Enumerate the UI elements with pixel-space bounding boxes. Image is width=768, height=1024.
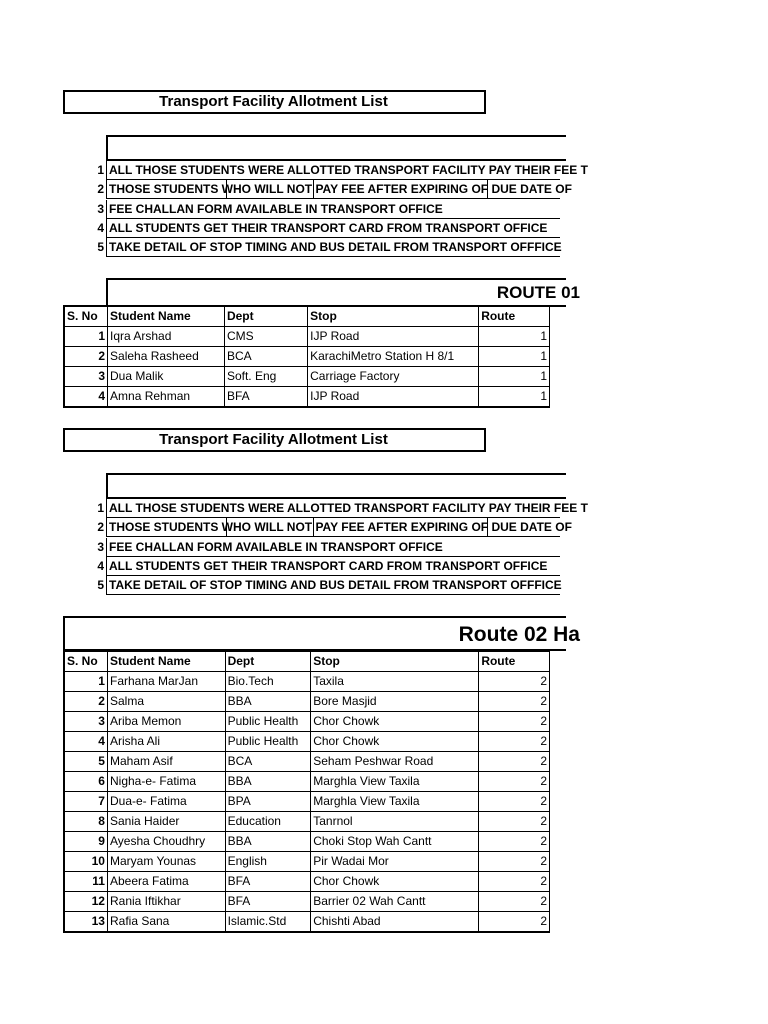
cell-dept: BCA xyxy=(224,347,307,367)
cell-student-name: Ayesha Choudhry xyxy=(107,832,225,852)
cell-stop: Chishti Abad xyxy=(311,912,479,933)
cell-stop: Tanrnol xyxy=(311,812,479,832)
cell-stop: Choki Stop Wah Cantt xyxy=(311,832,479,852)
table-row xyxy=(64,792,550,812)
cell-sno: 8 xyxy=(64,812,107,832)
note-number: 1 xyxy=(97,163,104,177)
note-number: 5 xyxy=(97,578,104,592)
cell-sno: 10 xyxy=(64,852,107,872)
cell-student-name: Arisha Ali xyxy=(107,732,225,752)
note-row xyxy=(0,180,572,199)
cell-sno: 13 xyxy=(64,912,107,933)
section2-title-text: Transport Facility Allotment List xyxy=(159,431,388,448)
cell-dept: English xyxy=(225,852,311,872)
cell-sno: 4 xyxy=(64,732,107,752)
cell-dept: BBA xyxy=(225,692,311,712)
cell-student-name: Dua-e- Fatima xyxy=(107,792,225,812)
table-row xyxy=(64,852,550,872)
cell-sno: 2 xyxy=(64,692,107,712)
note-number: 5 xyxy=(97,240,104,254)
table-header-row xyxy=(64,651,550,672)
cell-route: 2 xyxy=(479,832,550,852)
section1-route-title xyxy=(106,278,580,307)
note-row xyxy=(0,219,560,238)
cell-student-name: Salma xyxy=(107,692,225,712)
cell-dept: BPA xyxy=(225,792,311,812)
cell-route: 2 xyxy=(479,732,550,752)
header-stop: Stop xyxy=(311,651,479,672)
header-route: Route xyxy=(479,306,550,327)
cell-stop: Chor Chowk xyxy=(311,712,479,732)
note-number: 2 xyxy=(97,520,104,534)
cell-stop: Seham Peshwar Road xyxy=(311,752,479,772)
note-row xyxy=(0,538,560,557)
cell-dept: Public Health xyxy=(225,732,311,752)
note-number: 3 xyxy=(97,202,104,216)
note-number: 3 xyxy=(97,540,104,554)
table-row xyxy=(64,672,550,692)
cell-sno: 9 xyxy=(64,832,107,852)
cell-student-name: Dua Malik xyxy=(108,367,225,387)
cell-sno: 11 xyxy=(64,872,107,892)
section2-student-table xyxy=(63,650,550,933)
cell-dept: BBA xyxy=(225,832,311,852)
cell-route: 2 xyxy=(479,712,550,732)
cell-divider xyxy=(226,180,227,199)
cell-dept: BCA xyxy=(225,752,311,772)
cell-route: 1 xyxy=(479,387,550,408)
cell-student-name: Amna Rehman xyxy=(108,387,225,408)
cell-dept: BBA xyxy=(225,772,311,792)
table-row xyxy=(64,712,550,732)
cell-sno: 3 xyxy=(64,367,108,387)
route-title-text: Route 02 Ha xyxy=(458,623,580,646)
note-text: ALL THOSE STUDENTS WERE ALLOTTED TRANSPORT FACILITY PAY THEIR FEE T xyxy=(106,499,560,518)
cell-stop: Pir Wadai Mor xyxy=(311,852,479,872)
table-row xyxy=(64,327,550,347)
table-row xyxy=(64,692,550,712)
cell-route: 2 xyxy=(479,672,550,692)
cell-route: 2 xyxy=(479,912,550,933)
cell-sno: 1 xyxy=(64,327,108,347)
cell-student-name: Maham Asif xyxy=(107,752,225,772)
cell-stop: Barrier 02 Wah Cantt xyxy=(311,892,479,912)
cell-dept: BFA xyxy=(224,387,307,408)
table-row xyxy=(64,772,550,792)
note-text: THOSE STUDENTS WHO WILL NOT PAY FEE AFTER EXPIRING OF DUE DATE OF xyxy=(106,180,560,199)
section1-student-table xyxy=(63,305,550,408)
header-sno: S. No xyxy=(64,651,107,672)
note-text: TAKE DETAIL OF STOP TIMING AND BUS DETAIL FROM TRANSPORT OFFFICE xyxy=(106,576,560,595)
cell-sno: 2 xyxy=(64,347,108,367)
cell-route: 2 xyxy=(479,892,550,912)
section1-notes-header xyxy=(106,135,566,161)
cell-route: 1 xyxy=(479,367,550,387)
cell-sno: 4 xyxy=(64,387,108,408)
cell-route: 2 xyxy=(479,752,550,772)
cell-sno: 7 xyxy=(64,792,107,812)
cell-stop: IJP Road xyxy=(308,327,479,347)
cell-route: 2 xyxy=(479,852,550,872)
header-student-name: Student Name xyxy=(108,306,225,327)
table-header-row xyxy=(64,306,550,327)
header-dept: Dept xyxy=(224,306,307,327)
route-title-text: ROUTE 01 xyxy=(496,283,580,302)
table-row xyxy=(64,912,550,933)
note-text: THOSE STUDENTS WHO WILL NOT PAY FEE AFTER EXPIRING OF DUE DATE OF xyxy=(106,518,560,537)
cell-stop: Marghla View Taxila xyxy=(311,792,479,812)
cell-sno: 1 xyxy=(64,672,107,692)
cell-divider xyxy=(487,180,488,199)
note-row xyxy=(0,576,560,595)
cell-route: 1 xyxy=(479,327,550,347)
note-text: ALL THOSE STUDENTS WERE ALLOTTED TRANSPORT FACILITY PAY THEIR FEE T xyxy=(106,161,560,180)
note-number: 1 xyxy=(97,501,104,515)
cell-student-name: Sania Haider xyxy=(107,812,225,832)
note-row xyxy=(0,200,560,219)
cell-stop: KarachiMetro Station H 8/1 xyxy=(308,347,479,367)
section1-title xyxy=(63,90,486,114)
section1-title-text: Transport Facility Allotment List xyxy=(159,93,388,110)
table-row xyxy=(64,892,550,912)
table-row xyxy=(64,732,550,752)
cell-route: 2 xyxy=(479,792,550,812)
cell-dept: BFA xyxy=(225,892,311,912)
cell-sno: 12 xyxy=(64,892,107,912)
cell-student-name: Nigha-e- Fatima xyxy=(107,772,225,792)
header-route: Route xyxy=(479,651,550,672)
cell-dept: Soft. Eng xyxy=(224,367,307,387)
cell-stop: Taxila xyxy=(311,672,479,692)
cell-route: 1 xyxy=(479,347,550,367)
note-row xyxy=(0,557,560,576)
note-number: 2 xyxy=(97,182,104,196)
cell-student-name: Farhana MarJan xyxy=(107,672,225,692)
cell-divider xyxy=(313,180,314,199)
cell-route: 2 xyxy=(479,772,550,792)
table-row xyxy=(64,347,550,367)
cell-divider xyxy=(313,518,314,537)
table-row xyxy=(64,387,550,408)
note-text: FEE CHALLAN FORM AVAILABLE IN TRANSPORT OFFICE xyxy=(106,200,560,219)
cell-sno: 3 xyxy=(64,712,107,732)
note-text: ALL STUDENTS GET THEIR TRANSPORT CARD FROM TRANSPORT OFFICE xyxy=(106,219,560,238)
cell-student-name: Abeera Fatima xyxy=(107,872,225,892)
cell-student-name: Rafia Sana xyxy=(107,912,225,933)
header-dept: Dept xyxy=(225,651,311,672)
header-student-name: Student Name xyxy=(107,651,225,672)
cell-sno: 5 xyxy=(64,752,107,772)
cell-divider xyxy=(226,518,227,537)
table-row xyxy=(64,367,550,387)
note-text: TAKE DETAIL OF STOP TIMING AND BUS DETAIL FROM TRANSPORT OFFFICE xyxy=(106,238,560,257)
cell-dept: Bio.Tech xyxy=(225,672,311,692)
header-sno: S. No xyxy=(64,306,108,327)
note-row xyxy=(0,518,572,537)
cell-sno: 6 xyxy=(64,772,107,792)
table-row xyxy=(64,752,550,772)
note-text: FEE CHALLAN FORM AVAILABLE IN TRANSPORT OFFICE xyxy=(106,538,560,557)
cell-stop: Marghla View Taxila xyxy=(311,772,479,792)
cell-divider xyxy=(487,518,488,537)
cell-student-name: Rania Iftikhar xyxy=(107,892,225,912)
cell-stop: Carriage Factory xyxy=(308,367,479,387)
cell-dept: Public Health xyxy=(225,712,311,732)
note-number: 4 xyxy=(97,559,104,573)
note-row xyxy=(0,161,588,180)
table-row xyxy=(64,812,550,832)
note-row xyxy=(0,499,588,518)
cell-route: 2 xyxy=(479,812,550,832)
cell-student-name: Iqra Arshad xyxy=(108,327,225,347)
cell-route: 2 xyxy=(479,692,550,712)
cell-dept: Islamic.Std xyxy=(225,912,311,933)
note-row xyxy=(0,238,560,257)
cell-stop: Bore Masjid xyxy=(311,692,479,712)
note-text: ALL STUDENTS GET THEIR TRANSPORT CARD FROM TRANSPORT OFFICE xyxy=(106,557,560,576)
cell-dept: Education xyxy=(225,812,311,832)
cell-stop: IJP Road xyxy=(308,387,479,408)
section2-route-title xyxy=(63,616,580,651)
cell-student-name: Saleha Rasheed xyxy=(108,347,225,367)
cell-student-name: Ariba Memon xyxy=(107,712,225,732)
cell-student-name: Maryam Younas xyxy=(107,852,225,872)
section2-title xyxy=(63,428,486,452)
header-stop: Stop xyxy=(308,306,479,327)
table-row xyxy=(64,872,550,892)
cell-dept: BFA xyxy=(225,872,311,892)
cell-stop: Chor Chowk xyxy=(311,872,479,892)
note-number: 4 xyxy=(97,221,104,235)
cell-route: 2 xyxy=(479,872,550,892)
cell-stop: Chor Chowk xyxy=(311,732,479,752)
section2-notes-header xyxy=(106,473,566,499)
table-row xyxy=(64,832,550,852)
cell-dept: CMS xyxy=(224,327,307,347)
